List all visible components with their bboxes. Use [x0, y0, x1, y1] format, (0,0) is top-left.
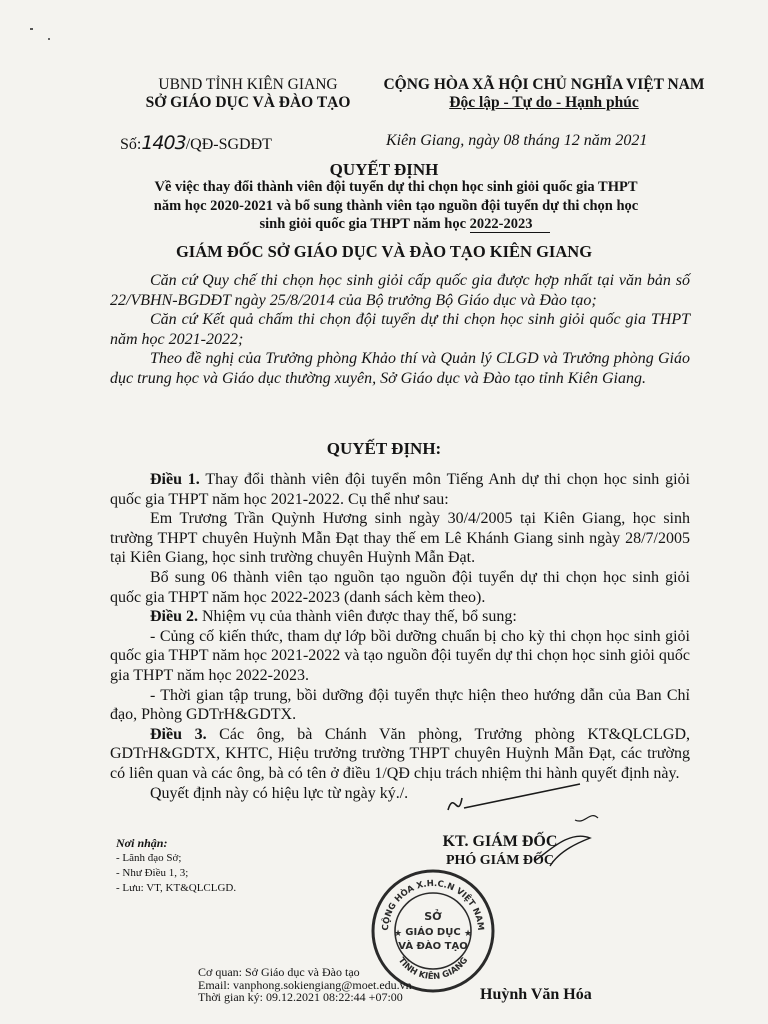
seal-ring-top: CỘNG HÒA X.H.C.N VIỆT NAM [380, 878, 486, 932]
articles [110, 470, 690, 803]
document-subtitle [96, 178, 696, 234]
article-3-label: Điều 3. [150, 725, 207, 743]
footer-agency: Cơ quan: Sở Giáo dục và Đào tạo [198, 965, 360, 979]
article-1-label: Điều 1. [150, 471, 200, 488]
article-2-label: Điều 2. [150, 608, 198, 626]
article-1-replacement: Em Trương Trần Quỳnh Hương sinh ngày 30/4/2005 tại Kiên Giang, học sinh trường THPT chuyên Huỳnh Mẫn Đạt thay thế em Lê Khánh Giang sinh ngày 28/7/2005 tại Kiên Giang, học sinh trường chuyên Huỳnh Mẫn Đạt. [110, 510, 690, 567]
digital-signature-info [198, 966, 528, 1004]
footer-time: Thời gian ký: 09.12.2021 08:22:44 +07:00 [198, 990, 403, 1004]
preamble-item: Căn cứ Kết quả chấm thi chọn đội tuyển dự thi chọn học sinh giỏi quốc gia THPT năm học 2021-2022; [110, 311, 690, 348]
document-number [120, 132, 272, 154]
signature-title-2: PHÓ GIÁM ĐỐC [445, 853, 555, 868]
article-3-text: Các ông, bà Chánh Văn phòng, Trưởng phòng KT&QLCLGD, GDTrH&GDTX, KHTC, Hiệu trưởng trường THPT chuyên Huỳnh Mẫn Đạt, các trường có liên quan và các ông, bà có tên ở điều 1/QĐ chịu trách nhiệm thi hành quyết định này. [110, 725, 691, 782]
signature-title-1: KT. GIÁM ĐỐC [442, 833, 558, 850]
seal-star-icon: ★ [464, 929, 473, 939]
doc-number-prefix: Số: [120, 136, 142, 153]
doc-number-suffix: /QĐ-SGDĐT [185, 136, 272, 153]
decision-heading: QUYẾT ĐỊNH: [326, 439, 442, 458]
recipients-title: Nơi nhận: [116, 836, 168, 850]
recipient-item: - Lãnh đạo Sở; [116, 852, 182, 864]
article-1-supplement: Bổ sung 06 thành viên tạo nguồn tạo nguồn đội tuyển dự thi chọn học sinh giỏi quốc gia THPT năm học 2022-2023 (danh sách kèm theo). [110, 568, 690, 606]
article-2 [110, 607, 690, 627]
seal-center-2: GIÁO DỤC [405, 927, 461, 938]
preamble-item: Căn cứ Quy chế thi chọn học sinh giỏi cấp quốc gia được hợp nhất tại văn bản số 22/VBHN-BGDĐT ngày 25/8/2014 của Bộ trưởng Bộ Giáo dục và Đào tạo; [110, 272, 690, 309]
article-2-duty-1: - Củng cố kiến thức, tham dự lớp bồi dưỡng chuẩn bị cho kỳ thi chọn học sinh giỏi quốc gia THPT năm học 2021-2022 và tạo nguồn đội tuyển dự thi chọn học sinh giỏi quốc gia THPT năm học 2022-2023. [110, 627, 690, 684]
doc-number-handwritten: 1403 [141, 132, 186, 154]
national-motto-block [350, 76, 738, 112]
subtitle-underline [470, 232, 550, 233]
seal-center-3: VÀ ĐÀO TẠO [398, 941, 468, 952]
place-date: Kiên Giang, ngày 08 tháng 12 năm 2021 [386, 132, 648, 149]
recipient-item: - Lưu: VT, KT&QLCLGD. [116, 882, 237, 894]
preamble-item: Theo đề nghị của Trưởng phòng Khảo thí và Quản lý CLGD và Trưởng phòng Giáo dục trung học và Giáo dục thường xuyên, Sở Giáo dục và Đào tạo tỉnh Kiên Giang. [110, 350, 690, 387]
article-3 [110, 725, 690, 784]
article-1-text: Thay đổi thành viên đội tuyển môn Tiếng Anh dự thi chọn học sinh giỏi quốc gia THPT năm học 2021-2022. Cụ thể như sau: [110, 471, 691, 508]
seal-star-icon: ★ [394, 929, 403, 939]
recipients [116, 836, 336, 896]
seal-center-1: SỞ [424, 910, 442, 923]
footer-email: Email: vanphong.sokiengiang@moet.edu.vn [198, 977, 412, 992]
national-motto: Độc lập - Tự do - Hạnh phúc [449, 94, 639, 111]
subtitle-line-1: Về việc thay đổi thành viên đội tuyển dự thi chọn học sinh giỏi quốc gia THPT [154, 179, 638, 195]
issuer-province: UBND TỈNH KIÊN GIANG [158, 76, 338, 93]
issuer-department: SỞ GIÁO DỤC VÀ ĐÀO TẠO [145, 94, 351, 111]
recipient-item: - Như Điều 1, 3; [116, 867, 189, 879]
issuer-block [128, 76, 368, 112]
scan-speck [48, 38, 50, 40]
preamble [110, 271, 690, 389]
subtitle-line-2: năm học 2020-2021 và bổ sung thành viên tạo nguồn đội tuyển dự thi chọn học [153, 197, 639, 214]
national-title: CỘNG HÒA XÃ HỘI CHỦ NGHĨA VIỆT NAM [383, 76, 705, 93]
article-2-duty-2: - Thời gian tập trung, bồi dưỡng đội tuyển thực hiện theo hướng dẫn của Ban Chỉ đạo, Phòng GDTrH&GDTX. [110, 686, 690, 724]
seal-ring-bottom: TỈNH KIÊN GIANG [395, 955, 471, 983]
document-title: QUYẾT ĐỊNH [329, 160, 439, 179]
authority-heading: GIÁM ĐỐC SỞ GIÁO DỤC VÀ ĐÀO TẠO KIÊN GIANG [175, 242, 593, 261]
effect-clause: Quyết định này có hiệu lực từ ngày ký./. [150, 784, 409, 802]
article-1 [110, 470, 690, 509]
scan-speck [30, 28, 33, 30]
subtitle-line-3: sinh giỏi quốc gia THPT năm học 2022-2023 [259, 216, 533, 232]
article-2-text: Nhiệm vụ của thành viên được thay thế, bổ sung: [198, 608, 517, 626]
signer-name: Huỳnh Văn Hóa [480, 986, 592, 1003]
